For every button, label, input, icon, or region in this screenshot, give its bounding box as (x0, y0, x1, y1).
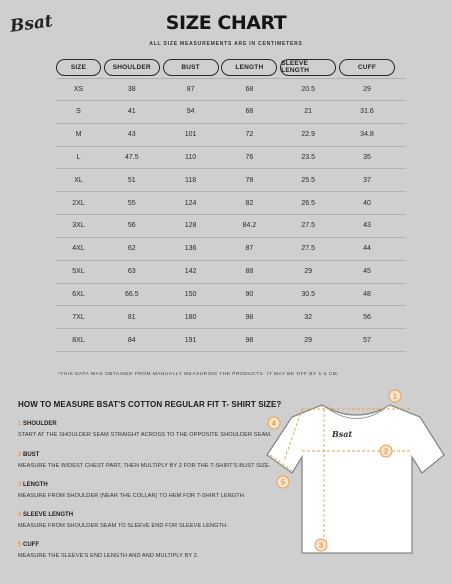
size-cell: S (76, 108, 81, 116)
header-cuff: CUFF (339, 59, 395, 76)
measure-cell: 20.5 (301, 85, 315, 93)
measure-cell: 78 (245, 176, 254, 184)
size-cell: 7XL (72, 313, 85, 321)
size-cell: 5XL (72, 268, 85, 276)
size-cell: XL (74, 176, 83, 184)
measure-item-desc: MEASURE THE SLEEVE'S END LENGTH AND AND MULTIPLY BY 2. (18, 553, 199, 559)
measure-cell: 87 (186, 85, 195, 93)
measure-item-sleeve-length (18, 512, 228, 529)
measure-cell: 84 (127, 336, 136, 344)
measure-cell: 41 (127, 108, 136, 116)
marker-2: 2 (384, 448, 388, 456)
measure-item-number: 3 (18, 482, 22, 488)
header-size: SIZE (56, 59, 101, 76)
measure-cell: 128 (184, 222, 197, 230)
measure-cell: 34.8 (360, 131, 374, 139)
measure-cell: 38 (127, 85, 136, 93)
measure-cell: 23.5 (301, 153, 315, 161)
table-row (56, 78, 406, 101)
shirt-logo: Bsat (332, 429, 353, 439)
measure-item-label: SLEEVE LENGTH (23, 512, 74, 518)
table-body (56, 78, 406, 352)
header-bust: BUST (163, 59, 219, 76)
size-table (56, 56, 406, 352)
measure-cell: 43 (363, 222, 371, 230)
measure-cell: 68 (245, 108, 254, 116)
measure-item-desc: MEASURE FROM SHOULDER SEAM TO SLEEVE END FOR SLEEVE LENGTH. (18, 523, 228, 529)
measure-item-desc: MEASURE FROM SHOULDER (NEAR THE COLLAR) TO HEM FOR T-SHIRT LENGTH. (18, 493, 246, 499)
measure-cell: 56 (363, 313, 371, 321)
measure-item-number: 1 (18, 421, 22, 427)
measure-cell: 44 (363, 245, 371, 253)
measure-cell: 98 (245, 336, 254, 344)
measure-cell: 110 (185, 153, 197, 161)
marker-3: 3 (319, 542, 323, 550)
measure-cell: 37 (363, 176, 371, 184)
brand-logo: Bsat (8, 11, 54, 37)
measure-item-title (18, 512, 228, 518)
table-row (56, 147, 406, 170)
table-row (56, 169, 406, 192)
measure-cell: 40 (363, 199, 371, 207)
header-sleeve-length: SLEEVE LENGTH (280, 59, 336, 76)
tshirt-outline (267, 405, 444, 553)
measure-cell: 35 (363, 153, 371, 161)
measure-cell: 88 (245, 268, 254, 276)
measure-cell: 47.5 (124, 153, 139, 161)
size-cell: XS (73, 85, 84, 93)
measure-cell: 142 (184, 268, 197, 276)
measure-cell: 30.5 (301, 291, 315, 299)
page-subtitle: ALL SIZE MEASUREMENTS ARE IN CENTIMETERS (149, 41, 303, 47)
measure-heading: HOW TO MEASURE BSAT'S COTTON REGULAR FIT T- SHIRT SIZE? (18, 400, 282, 409)
measure-cell: 98 (245, 313, 254, 321)
size-cell: 6XL (72, 291, 85, 299)
measure-cell: 76 (245, 153, 254, 161)
measure-item-label: SHOULDER (23, 421, 57, 427)
measure-cell: 90 (245, 291, 254, 299)
measure-item-label: BUST (23, 452, 40, 458)
size-cell: 3XL (72, 222, 85, 230)
measure-cell: 101 (184, 131, 197, 139)
measure-cell: 56 (127, 222, 136, 230)
measure-cell: 118 (185, 176, 197, 184)
header-length: LENGTH (221, 59, 277, 76)
measure-item-number: 4 (18, 512, 22, 518)
measure-item-length (18, 482, 246, 499)
table-row (56, 284, 406, 307)
measure-cell: 29 (363, 85, 371, 93)
marker-5: 5 (281, 479, 285, 487)
size-cell: 4XL (72, 245, 85, 253)
measure-cell: 32 (304, 313, 313, 321)
measure-cell: 22.9 (301, 131, 315, 139)
data-note: *THIS DATA WAS OBTAINED FROM MANUALLY MEASURING THE PRODUCTS. IT MAY BE OFF BY 1-2 CM. (58, 372, 340, 377)
measure-item-label: LENGTH (23, 482, 48, 488)
measure-cell: 27.5 (301, 245, 315, 253)
measure-cell: 68 (245, 85, 254, 93)
table-row (56, 215, 406, 238)
marker-4: 4 (272, 420, 276, 428)
header-shoulder: SHOULDER (104, 59, 160, 76)
measure-item-number: 2 (18, 452, 22, 458)
measure-cell: 57 (363, 336, 371, 344)
table-header-row (56, 56, 406, 78)
measure-cell: 94 (186, 108, 195, 116)
page-title: SIZE CHART (165, 12, 287, 34)
measure-cell: 62 (127, 245, 136, 253)
measure-cell: 51 (127, 176, 136, 184)
measure-item-title (18, 542, 199, 548)
measure-item-cuff (18, 542, 199, 559)
size-cell: L (76, 153, 81, 161)
measure-item-label: CUFF (23, 542, 40, 548)
size-cell: 2XL (72, 199, 85, 207)
table-row (56, 238, 406, 261)
measure-cell: 191 (184, 336, 197, 344)
measure-cell: 29 (304, 268, 313, 276)
table-row (56, 329, 406, 352)
measure-item-title (18, 482, 246, 488)
measure-item-desc: MEASURE THE WIDEST CHEST PART, THEN MULTIPLY BY 2 FOR THE T-SHIRT'S BUST SIZE. (18, 463, 271, 469)
table-row (56, 124, 406, 147)
table-row (56, 192, 406, 215)
measure-cell: 45 (363, 268, 371, 276)
measure-cell: 29 (304, 336, 313, 344)
measure-cell: 136 (184, 245, 197, 253)
measure-item-number: 5 (18, 542, 22, 548)
measure-cell: 31.6 (360, 108, 374, 116)
measure-cell: 72 (245, 131, 254, 139)
table-row (56, 261, 406, 284)
measure-item-title (18, 452, 271, 458)
size-cell: 8XL (72, 336, 85, 344)
marker-1: 1 (393, 393, 397, 401)
measure-item-shoulder (18, 421, 272, 438)
measure-cell: 180 (184, 313, 197, 321)
measure-cell: 87 (245, 245, 254, 253)
tshirt-diagram (262, 385, 447, 565)
measure-cell: 25.5 (301, 176, 315, 184)
measure-item-desc: START AT THE SHOULDER SEAM STRAIGHT ACROSS TO THE OPPOSITE SHOULDER SEAM. (18, 432, 272, 438)
measure-cell: 150 (184, 291, 197, 299)
measure-cell: 84.2 (242, 222, 257, 230)
table-row (56, 306, 406, 329)
measure-cell: 81 (127, 313, 136, 321)
table-row (56, 101, 406, 124)
measure-cell: 66.5 (124, 291, 139, 299)
measure-cell: 27.5 (301, 222, 315, 230)
measure-cell: 55 (127, 199, 136, 207)
measure-cell: 26.5 (301, 199, 315, 207)
measure-cell: 82 (245, 199, 254, 207)
measure-item-bust (18, 452, 271, 469)
measure-cell: 43 (127, 131, 136, 139)
size-cell: M (75, 131, 82, 139)
measure-cell: 63 (127, 268, 136, 276)
measure-item-title (18, 421, 272, 427)
measure-cell: 48 (363, 291, 371, 299)
measure-cell: 21 (304, 108, 313, 116)
measure-cell: 124 (184, 199, 197, 207)
